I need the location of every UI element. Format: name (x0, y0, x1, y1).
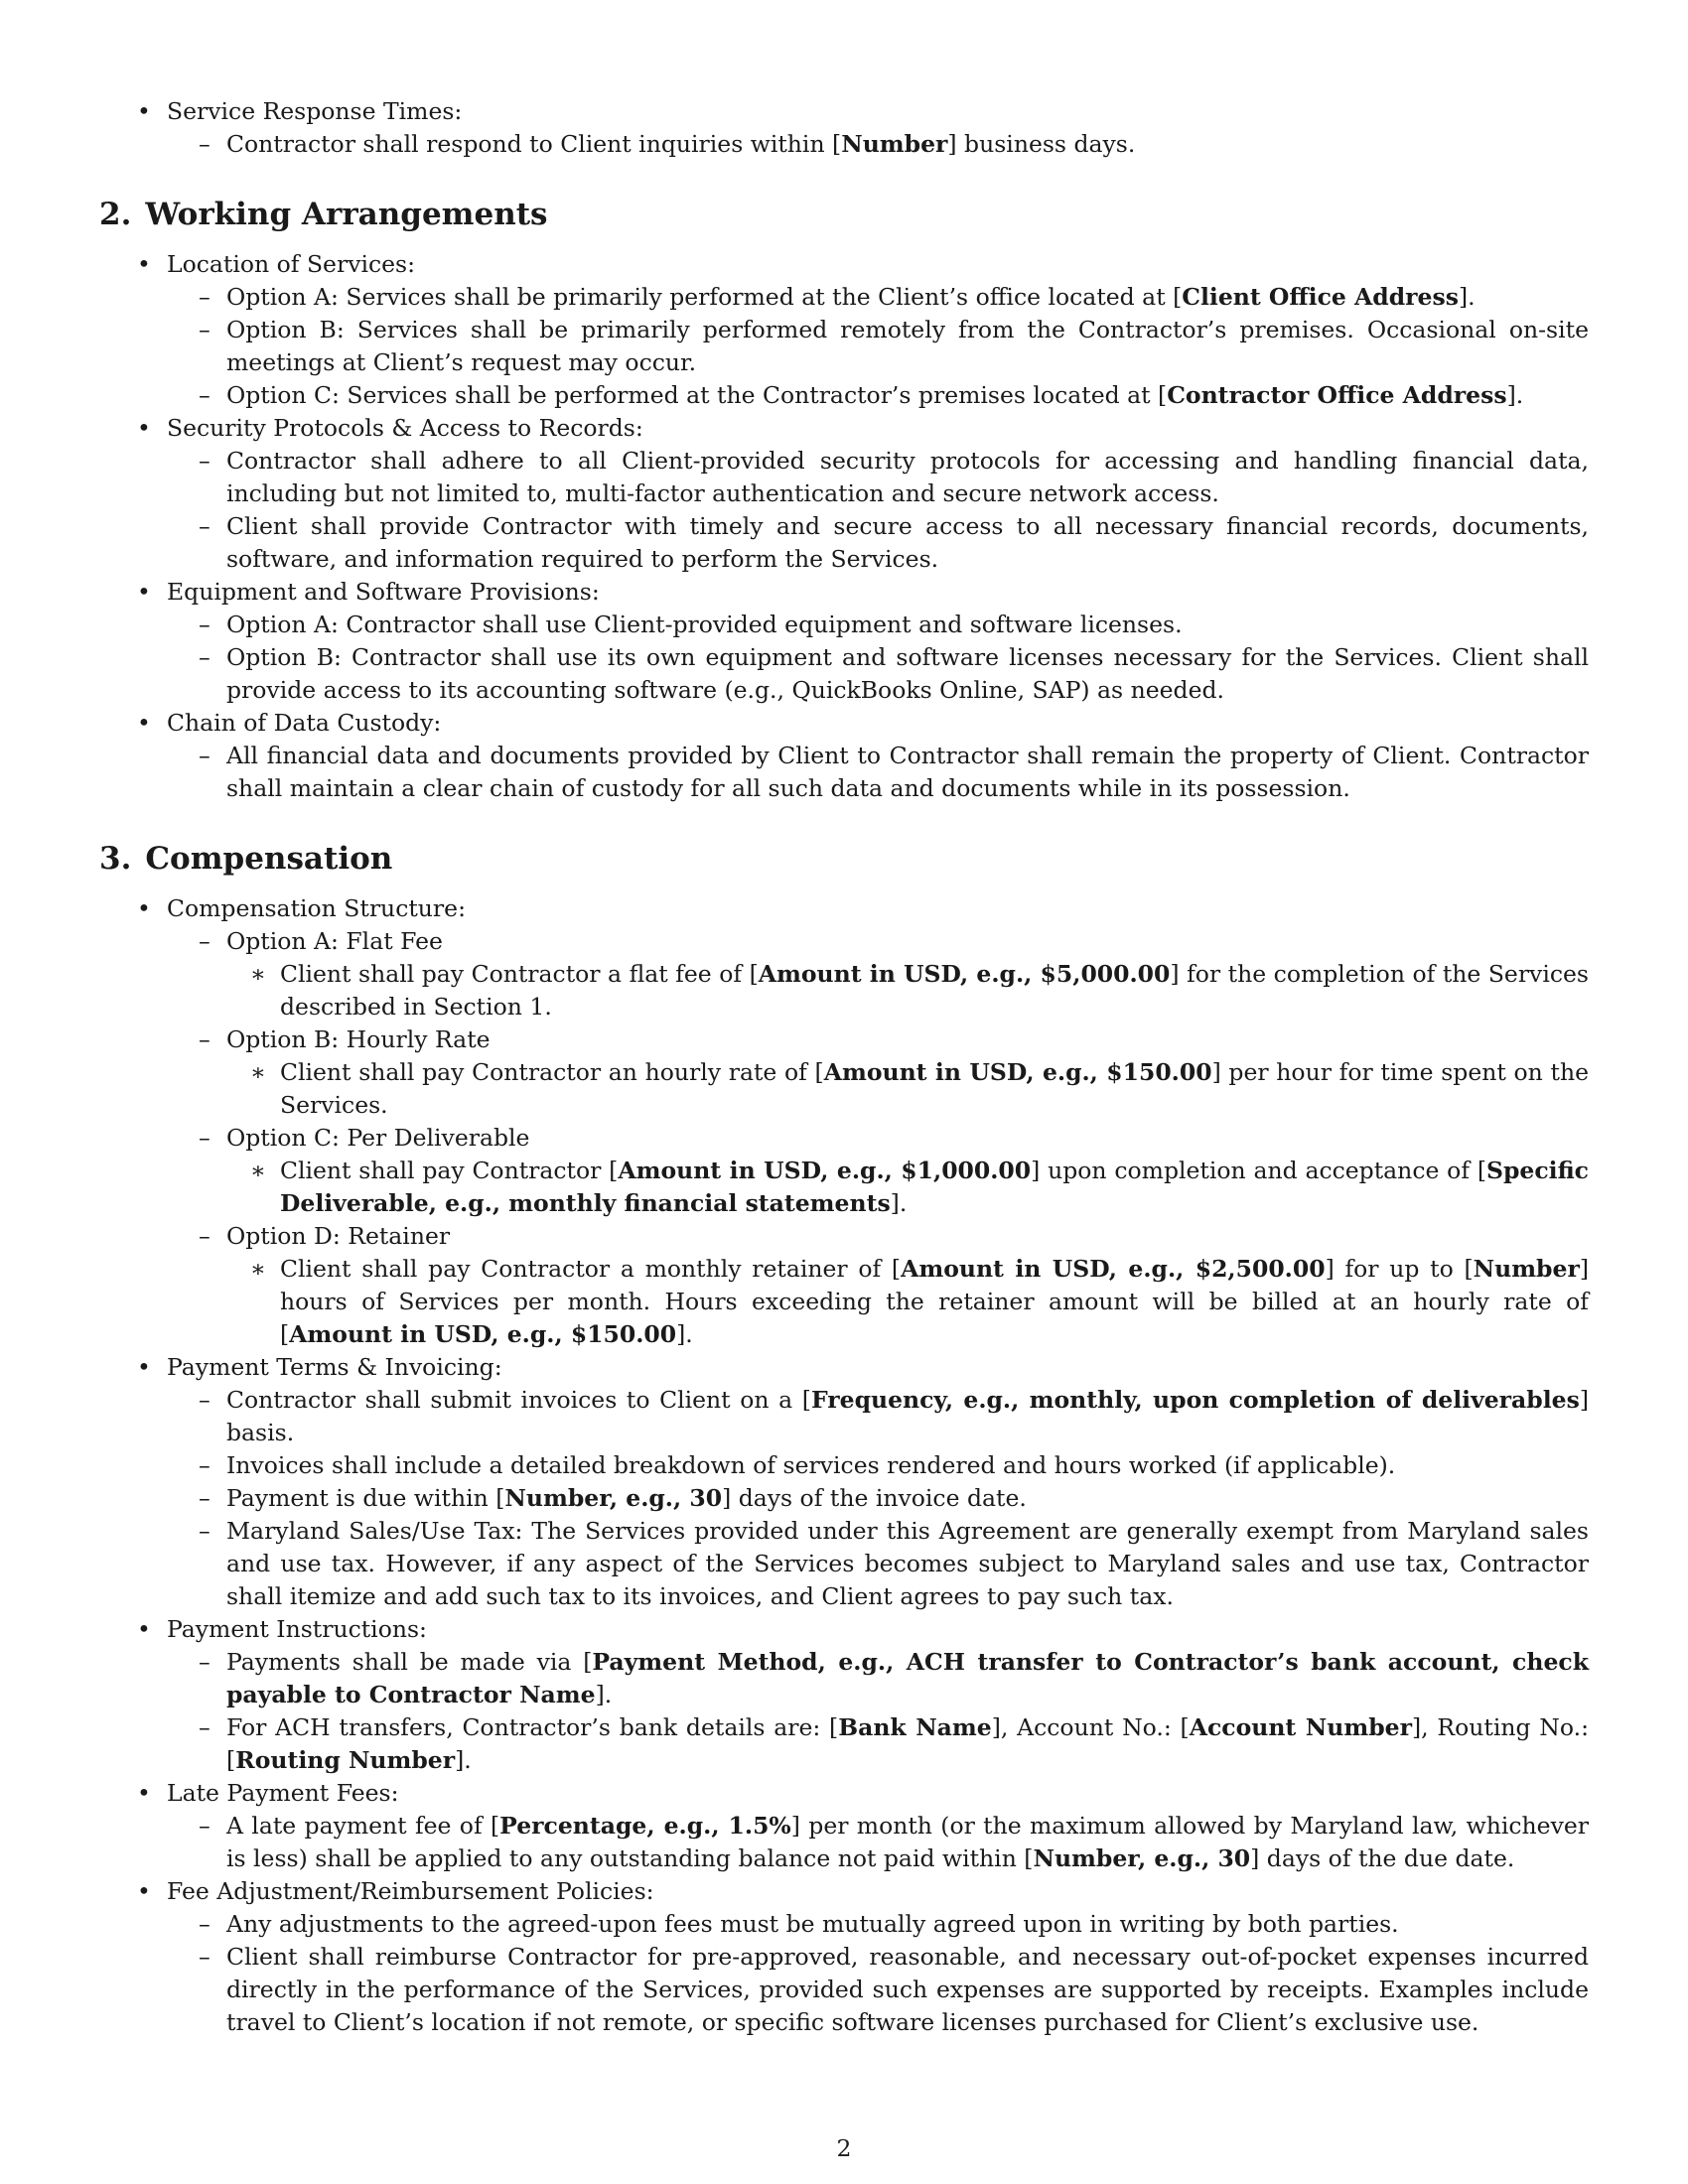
text-span: Option A: Flat Fee (226, 927, 443, 955)
text-span: Option A: Contractor shall use Client-provided equipment and software licenses. (226, 611, 1183, 638)
text-span: Location of Services: (167, 250, 416, 278)
text-span: ]. (1458, 283, 1476, 311)
text-span: Option C: Per Deliverable (226, 1124, 530, 1152)
sub-list (226, 1253, 1589, 1351)
list-item (99, 314, 1589, 379)
sub-list (167, 1646, 1589, 1777)
text-span: Client shall pay Contractor [ (280, 1157, 619, 1184)
list-item (99, 1482, 1589, 1515)
list-item (99, 925, 1589, 1024)
text-span: ] per month (or the maximum allowed by Maryland law, whichever is less) shall be applied to any outstanding balance not paid within [ (226, 1812, 1589, 1872)
text-span: Percentage, e.g., 1.5% (499, 1812, 791, 1840)
list-item (99, 892, 1589, 1351)
text-span: ] for up to [ (1325, 1255, 1474, 1283)
list-item (99, 1122, 1589, 1220)
text-span: ], Routing No.: [ (226, 1713, 1589, 1774)
list-item (99, 1613, 1589, 1777)
text-span: ] days of the invoice date. (722, 1484, 1027, 1512)
text-span: Client shall pay Contractor a flat fee of [ (280, 960, 759, 988)
sub-list (167, 445, 1589, 576)
list-item (99, 1941, 1589, 2039)
text-span: Client shall pay Contractor an hourly rate of [ (280, 1058, 824, 1086)
text-span: Option B: Services shall be primarily performed remotely from the Contractor’s premises. Occasional on-site meetings at Client’s request may occur. (226, 316, 1589, 376)
list-item (99, 1056, 1589, 1122)
section-1-list (99, 95, 1589, 161)
sub-list (167, 1384, 1589, 1613)
section-number: 2. (99, 197, 132, 232)
list-item (99, 379, 1589, 412)
text-span: A late payment fee of [ (226, 1812, 500, 1840)
text-span: ] days of the due date. (1250, 1844, 1515, 1872)
sub-list (167, 128, 1589, 161)
text-span: ] hours of Services per month. Hours exceeding the retainer amount will be billed at an hourly rate of [ (280, 1255, 1589, 1348)
list-item (99, 576, 1589, 707)
sub-list (167, 281, 1589, 412)
text-span: ]. (595, 1681, 613, 1708)
sub-list (226, 958, 1589, 1024)
list-item (99, 248, 1589, 412)
list-item (99, 95, 1589, 161)
list-item (99, 1711, 1589, 1777)
text-span: Amount in USD, e.g., $150.00 (823, 1058, 1212, 1086)
section-number: 3. (99, 841, 132, 877)
section-2-list (99, 248, 1589, 805)
text-span: Option B: Contractor shall use its own equipment and software licenses necessary for the Services. Client shall provide access to its accounting software (e.g., QuickBooks Online, SAP) as needed. (226, 643, 1589, 704)
list-item (99, 1646, 1589, 1711)
text-span: Any adjustments to the agreed-upon fees must be mutually agreed upon in writing by both parties. (226, 1910, 1399, 1938)
text-span: Frequency, e.g., monthly, upon completion of deliverables (810, 1386, 1580, 1414)
text-span: Invoices shall include a detailed breakdown of services rendered and hours worked (if applicable). (226, 1451, 1396, 1479)
text-span: ]. (1506, 381, 1524, 409)
list-item (99, 1351, 1589, 1613)
section-heading (99, 195, 1589, 234)
list-item (99, 445, 1589, 510)
text-span: Amount in USD, e.g., $1,000.00 (618, 1157, 1032, 1184)
text-span: Contractor shall respond to Client inquiries within [ (226, 130, 842, 158)
list-item (99, 1810, 1589, 1875)
text-span: Contractor shall adhere to all Client-provided security protocols for accessing and handling financial data, including but not limited to, multi-factor authentication and secure network access. (226, 447, 1589, 507)
text-span: Bank Name (838, 1713, 992, 1741)
text-span: Number (841, 130, 948, 158)
sub-list (167, 740, 1589, 805)
text-span: Account Number (1189, 1713, 1412, 1741)
text-span: Number, e.g., 30 (504, 1484, 723, 1512)
text-span: Contractor Office Address (1167, 381, 1507, 409)
list-item (99, 1875, 1589, 2039)
text-span: ], Account No.: [ (991, 1713, 1190, 1741)
sub-list (167, 609, 1589, 707)
text-span: Security Protocols & Access to Records: (167, 414, 643, 442)
list-item (99, 1515, 1589, 1613)
sub-list (167, 925, 1589, 1351)
list-item (99, 740, 1589, 805)
list-item (99, 958, 1589, 1024)
text-span: Payment Terms & Invoicing: (167, 1353, 502, 1381)
text-span: Equipment and Software Provisions: (167, 578, 600, 606)
text-span: Option D: Retainer (226, 1222, 451, 1250)
text-span: Routing Number (235, 1746, 456, 1774)
text-span: Option C: Services shall be performed at the Contractor’s premises located at [ (226, 381, 1168, 409)
sub-list (226, 1155, 1589, 1220)
sub-list (167, 1810, 1589, 1875)
sub-list (226, 1056, 1589, 1122)
list-item (99, 1024, 1589, 1122)
section-title: Working Arrangements (145, 197, 548, 232)
text-span: Payment Method, e.g., ACH transfer to Contractor’s bank account, check payable to Contractor Name (226, 1648, 1589, 1708)
text-span: ]. (455, 1746, 472, 1774)
list-item (99, 707, 1589, 805)
text-span: Maryland Sales/Use Tax: The Services provided under this Agreement are generally exempt from Maryland sales and use tax. However, if any aspect of the Services becomes subject to Maryland sales and use tax, Contractor shall itemize and add such tax to its invoices, and Client agrees to pay such tax. (226, 1517, 1589, 1610)
text-span: ] upon completion and acceptance of [ (1031, 1157, 1486, 1184)
text-span: ] for the completion of the Services described in Section 1. (280, 960, 1589, 1021)
text-span: Amount in USD, e.g., $5,000.00 (758, 960, 1171, 988)
list-item (99, 609, 1589, 641)
page-number: 2 (836, 2134, 852, 2162)
text-span: Payment is due within [ (226, 1484, 505, 1512)
text-span: Late Payment Fees: (167, 1779, 399, 1807)
text-span: Option B: Hourly Rate (226, 1025, 491, 1053)
section-3-list (99, 892, 1589, 2039)
list-item (99, 1155, 1589, 1220)
text-span: Client shall provide Contractor with timely and secure access to all necessary financial records, documents, software, and information required to perform the Services. (226, 512, 1589, 573)
list-item (99, 510, 1589, 576)
text-span: Option A: Services shall be primarily performed at the Client’s office located at [ (226, 283, 1183, 311)
text-span: ] business days. (947, 130, 1136, 158)
text-span: Client shall pay Contractor a monthly retainer of [ (280, 1255, 902, 1283)
section-heading (99, 839, 1589, 879)
list-item (99, 1253, 1589, 1351)
text-span: For ACH transfers, Contractor’s bank details are: [ (226, 1713, 839, 1741)
list-item (99, 1220, 1589, 1351)
text-span: ] per hour for time spent on the Services. (280, 1058, 1589, 1119)
text-span: Client Office Address (1182, 283, 1459, 311)
text-span: Amount in USD, e.g., $2,500.00 (901, 1255, 1326, 1283)
text-span: Payments shall be made via [ (226, 1648, 593, 1676)
text-span: Compensation Structure: (167, 894, 466, 922)
section-title: Compensation (145, 841, 393, 877)
text-span: Payment Instructions: (167, 1615, 427, 1643)
text-span: Contractor shall submit invoices to Client on a [ (226, 1386, 811, 1414)
list-item-label: Service Response Times: (167, 97, 463, 125)
list-item (99, 1449, 1589, 1482)
text-span: Client shall reimburse Contractor for pre-approved, reasonable, and necessary out-of-pocket expenses incurred directly in the performance of the Services, provided such expenses are supported by receipts. Examples include travel to Client’s location if not remote, or specific software licenses purchased for Client’s exclusive use. (226, 1943, 1589, 2036)
page-content (99, 95, 1589, 2039)
list-item (99, 1777, 1589, 1875)
text-span: ] basis. (226, 1386, 1589, 1446)
text-span: Fee Adjustment/Reimbursement Policies: (167, 1877, 654, 1905)
text-span: Number, e.g., 30 (1033, 1844, 1251, 1872)
list-item (99, 128, 1589, 161)
list-item (99, 281, 1589, 314)
text-span: ]. (890, 1189, 908, 1217)
sub-list (167, 1908, 1589, 2039)
list-item (99, 641, 1589, 707)
text-span: Amount in USD, e.g., $150.00 (289, 1320, 677, 1348)
text-span: Specific Deliverable, e.g., monthly financial statements (280, 1157, 1589, 1217)
text-span: Number (1473, 1255, 1580, 1283)
list-item (99, 1908, 1589, 1941)
list-item (99, 1384, 1589, 1449)
text-span: Chain of Data Custody: (167, 709, 442, 737)
text-span: All financial data and documents provided by Client to Contractor shall remain the property of Client. Contractor shall maintain a clear chain of custody for all such data and documents while in its possession. (226, 742, 1589, 802)
text-span: ]. (676, 1320, 693, 1348)
list-item (99, 412, 1589, 576)
